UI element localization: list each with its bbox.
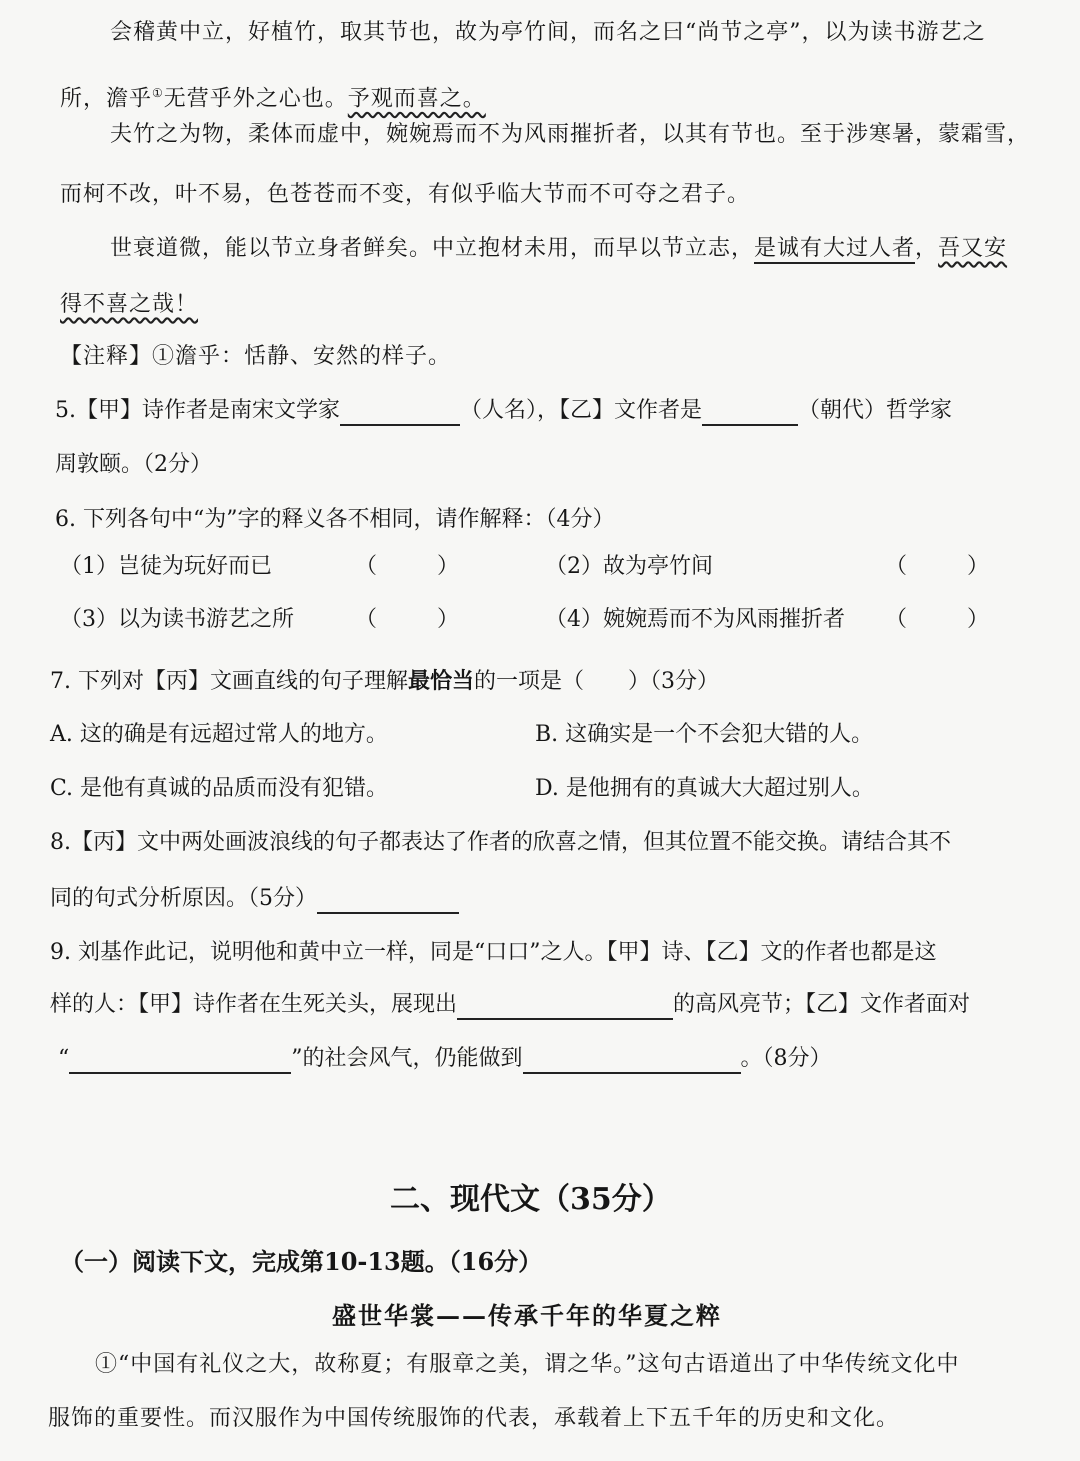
text: 世衰道微，能以节立身者鲜矣。中立抱材未用，而早以节立志，	[110, 236, 755, 261]
passage-line: 会稽黄中立，好植竹，取其节也，故为亭竹间，而名之曰“尚节之亭”，以为读书游艺之	[110, 20, 986, 45]
text: 无营乎外之心也。	[163, 86, 348, 112]
passage-line	[60, 290, 198, 320]
text: 。（8分）	[740, 1046, 832, 1071]
answer-blank[interactable]	[69, 1050, 291, 1074]
answer-blank[interactable]	[523, 1050, 741, 1074]
subsection-heading: （一）阅读下文，完成第10-13题。（16分）	[60, 1247, 543, 1276]
answer-blank[interactable]	[340, 402, 460, 426]
wavy-underlined-sentence: 吾又安	[938, 236, 1008, 261]
paren-open: （	[885, 607, 908, 632]
q6-item-4: （4）婉婉焉而不为风雨摧折者	[545, 607, 845, 632]
paren-close: ）	[437, 607, 460, 632]
option-b[interactable]: B. 这确实是一个不会犯大错的人。	[535, 722, 874, 747]
text: 的高风亮节；【乙】文作者面对	[673, 992, 971, 1017]
question-5-cont: 周敦颐。（2分）	[55, 452, 212, 477]
text: 所，澹乎	[60, 86, 153, 112]
text: 同的句式分析原因。（5分）	[50, 886, 317, 911]
q6-item-3: （3）以为读书游艺之所	[60, 607, 294, 632]
emphasis: 最恰当	[408, 668, 475, 694]
text: 5.【甲】诗作者是南宋文学家	[55, 398, 340, 423]
answer-blank[interactable]	[457, 996, 673, 1020]
section-heading: 二、现代文（35分）	[390, 1182, 672, 1217]
option-a[interactable]: A. 这的确是有远超过常人的地方。	[50, 722, 388, 747]
passage-line: 夫竹之为物，柔体而虚中，婉婉焉而不为风雨摧折者，以其有节也。至于涉寒暑，蒙霜雪，	[110, 122, 1031, 147]
wavy-underlined-sentence: 得不喜之哉！	[60, 292, 199, 317]
question-9: 9. 刘基作此记，说明他和黄中立一样，同是“口口”之人。【甲】诗、【乙】文的作者也都是这	[50, 940, 937, 965]
passage-line: 而柯不改，叶不易，色苍苍而不变，有似乎临大节而不可夺之君子。	[60, 182, 751, 207]
paren-open: （	[885, 554, 908, 579]
question-6: 6. 下列各句中“为”字的释义各不相同，请作解释：（4分）	[55, 507, 615, 532]
option-c[interactable]: C. 是他有真诚的品质而没有犯错。	[50, 776, 389, 801]
q6-answer-paren[interactable]	[885, 605, 989, 635]
passage-line	[110, 234, 1007, 264]
answer-blank[interactable]	[702, 402, 798, 426]
footnote-marker: ①	[152, 86, 164, 100]
question-8-cont	[50, 884, 459, 914]
q6-answer-paren[interactable]	[885, 552, 989, 582]
paren-close: ）	[967, 607, 990, 632]
question-9-cont	[50, 990, 970, 1020]
paren-open: （	[355, 607, 378, 632]
passage-line	[60, 78, 486, 114]
text: ，	[915, 236, 939, 261]
text: 的一项是（ ）（3分）	[474, 669, 720, 694]
q6-item-2: （2）故为亭竹间	[545, 554, 713, 579]
paren-close: ）	[967, 554, 990, 579]
text: 样的人：【甲】诗作者在生死关头，展现出	[50, 992, 458, 1017]
q6-item-1: （1）岂徒为玩好而已	[60, 554, 272, 579]
question-9-cont	[58, 1044, 832, 1074]
q6-answer-paren[interactable]	[355, 605, 459, 635]
paren-close: ）	[437, 554, 460, 579]
text: 7. 下列对【丙】文画直线的句子理解	[50, 669, 408, 694]
text: “	[58, 1046, 70, 1071]
article-paragraph: ①“中国有礼仪之大，故称夏；有服章之美，谓之华。”这句古语道出了中华传统文化中	[95, 1352, 960, 1377]
wavy-underlined-sentence: 予观而喜之。	[347, 86, 486, 112]
paren-open: （	[355, 554, 378, 579]
question-5	[55, 396, 952, 426]
q6-answer-paren[interactable]	[355, 552, 459, 582]
annotation-note: 【注释】①澹乎：恬静、安然的样子。	[60, 344, 452, 369]
article-paragraph: 服饰的重要性。而汉服作为中国传统服饰的代表，承载着上下五千年的历史和文化。	[48, 1406, 900, 1431]
option-d[interactable]: D. 是他拥有的真诚大大超过别人。	[535, 776, 874, 801]
answer-blank[interactable]	[317, 890, 459, 914]
question-8: 8.【丙】文中两处画波浪线的句子都表达了作者的欣喜之情，但其位置不能交换。请结合其不	[50, 830, 951, 855]
text: （朝代）哲学家	[798, 398, 953, 423]
article-title: 盛世华裳——传承千年的华夏之粹	[332, 1301, 722, 1330]
question-7	[50, 666, 719, 697]
straight-underlined-sentence: 是诚有大过人者	[754, 236, 915, 264]
text: ”的社会风气，仍能做到	[291, 1046, 523, 1071]
text: （人名），【乙】文作者是	[460, 398, 703, 423]
